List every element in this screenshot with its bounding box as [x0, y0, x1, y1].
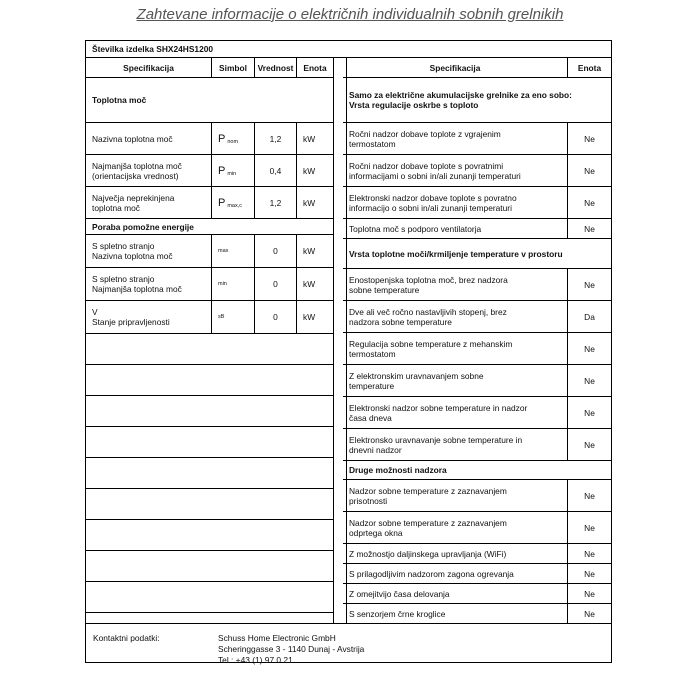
header-spec: Specifikacija [86, 58, 212, 78]
section-other-control: Druge možnosti nadzora [343, 461, 611, 480]
heat-row-symbol: P min [212, 155, 255, 187]
control-row-value: Ne [568, 397, 611, 429]
street-address: Scheringgasse 3 - 1140 Dunaj - Avstrija [218, 644, 365, 654]
company-name: Schuss Home Electronic GmbH [218, 633, 336, 643]
aux-row-label: S spletno stranjo Najmanjša toplotna moč [86, 268, 212, 301]
storage-row-label: Elektronski nadzor dobave toplote s povratno informacijo o sobni in/ali zunanji temperaturi [343, 187, 568, 219]
storage-row-label: Ročni nadzor dobave toplote z vgrajenim termostatom [343, 123, 568, 155]
storage-row-label: Toplotna moč s podporo ventilatorja [343, 219, 568, 239]
control-row-value: Da [568, 301, 611, 333]
other-row-label: S senzorjem črne kroglice [343, 604, 568, 624]
heat-row-value: 0,4 [255, 155, 297, 187]
header-unit-right: Enota [568, 58, 611, 78]
other-row-label: Z omejitvijo časa delovanja [343, 584, 568, 604]
section-heat-output: Toplotna moč [86, 78, 334, 123]
header-value: Vrednost [255, 58, 297, 78]
heat-row-unit: kW [297, 123, 334, 155]
model-number: Številka izdelka SHX24HS1200 [86, 41, 611, 58]
storage-row-value: Ne [568, 123, 611, 155]
control-row-value: Ne [568, 365, 611, 397]
aux-row-symbol: max [212, 235, 255, 268]
control-row-label: Enostopenjska toplotna moč, brez nadzora sobne temperature [343, 269, 568, 301]
control-row-value: Ne [568, 333, 611, 365]
heat-row-label: Nazivna toplotna moč [86, 123, 212, 155]
aux-row-value: 0 [255, 235, 297, 268]
spec-sheet [85, 40, 612, 663]
other-row-value: Ne [568, 480, 611, 512]
empty-row [86, 613, 334, 624]
heat-row-label: Največja neprekinjena toplotna moč [86, 187, 212, 219]
control-row-label: Elektronski nadzor sobne temperature in nadzor časa dneva [343, 397, 568, 429]
heat-row-unit: kW [297, 187, 334, 219]
empty-row [86, 489, 334, 520]
aux-row-label: S spletno stranjo Nazivna toplotna moč [86, 235, 212, 268]
contact-label: Kontaktni podatki: [93, 633, 160, 643]
aux-row-label: V Stanje pripravljenosti [86, 301, 212, 334]
aux-row-unit: kW [297, 235, 334, 268]
contact-block [86, 625, 611, 669]
aux-row-symbol: min [212, 268, 255, 301]
section-storage-heaters: Samo za električne akumulacijske grelnike za eno sobo: Vrsta regulacije oskrbe s toploto [343, 78, 611, 123]
header-symbol: Simbol [212, 58, 255, 78]
empty-row [86, 520, 334, 551]
heat-row-value: 1,2 [255, 123, 297, 155]
empty-row [86, 582, 334, 613]
storage-row-label: Ročni nadzor dobave toplote s povratnimi informacijami o sobni in/ali zunanji temperaturi [343, 155, 568, 187]
header-spec-right: Specifikacija [343, 58, 568, 78]
aux-row-value: 0 [255, 301, 297, 334]
heat-row-symbol: P nom [212, 123, 255, 155]
control-row-label: Elektronsko uravnavanje sobne temperature in dnevni nadzor [343, 429, 568, 461]
aux-row-symbol: sB [212, 301, 255, 334]
aux-row-value: 0 [255, 268, 297, 301]
empty-row [86, 334, 334, 365]
phone-number: Tel.: +43 (1) 97 0 21 [218, 655, 293, 665]
other-row-value: Ne [568, 564, 611, 584]
aux-row-unit: kW [297, 301, 334, 334]
other-row-value: Ne [568, 512, 611, 544]
control-row-label: Z elektronskim uravnavanjem sobne temperature [343, 365, 568, 397]
other-row-label: S prilagodljivim nadzorom zagona ogrevanja [343, 564, 568, 584]
heat-row-value: 1,2 [255, 187, 297, 219]
other-row-value: Ne [568, 544, 611, 564]
section-aux-power: Poraba pomožne energije [86, 219, 334, 235]
heat-row-symbol: P max,c [212, 187, 255, 219]
empty-row [86, 551, 334, 582]
empty-row [86, 458, 334, 489]
other-row-value: Ne [568, 584, 611, 604]
storage-row-value: Ne [568, 155, 611, 187]
other-row-value: Ne [568, 604, 611, 624]
control-row-value: Ne [568, 269, 611, 301]
contact-address [218, 633, 364, 666]
other-row-label: Z možnostjo daljinskega upravljanja (WiFi) [343, 544, 568, 564]
other-row-label: Nadzor sobne temperature z zaznavanjem odprtega okna [343, 512, 568, 544]
empty-row [86, 427, 334, 458]
aux-row-unit: kW [297, 268, 334, 301]
control-row-label: Dve ali več ročno nastavljivih stopenj, brez nadzora sobne temperature [343, 301, 568, 333]
other-row-label: Nadzor sobne temperature z zaznavanjem prisotnosti [343, 480, 568, 512]
control-row-label: Regulacija sobne temperature z mehanskim termostatom [343, 333, 568, 365]
empty-row [86, 396, 334, 427]
empty-row [86, 365, 334, 396]
storage-row-value: Ne [568, 219, 611, 239]
section-temperature-control: Vrsta toplotne moči/krmiljenje temperature v prostoru [343, 239, 611, 269]
heat-row-label: Najmanjša toplotna moč (orientacijska vrednost) [86, 155, 212, 187]
heat-row-unit: kW [297, 155, 334, 187]
storage-row-value: Ne [568, 187, 611, 219]
header-unit: Enota [297, 58, 334, 78]
page-title: Zahtevane informacije o električnih individualnih sobnih grelnikih [136, 6, 564, 23]
control-row-value: Ne [568, 429, 611, 461]
